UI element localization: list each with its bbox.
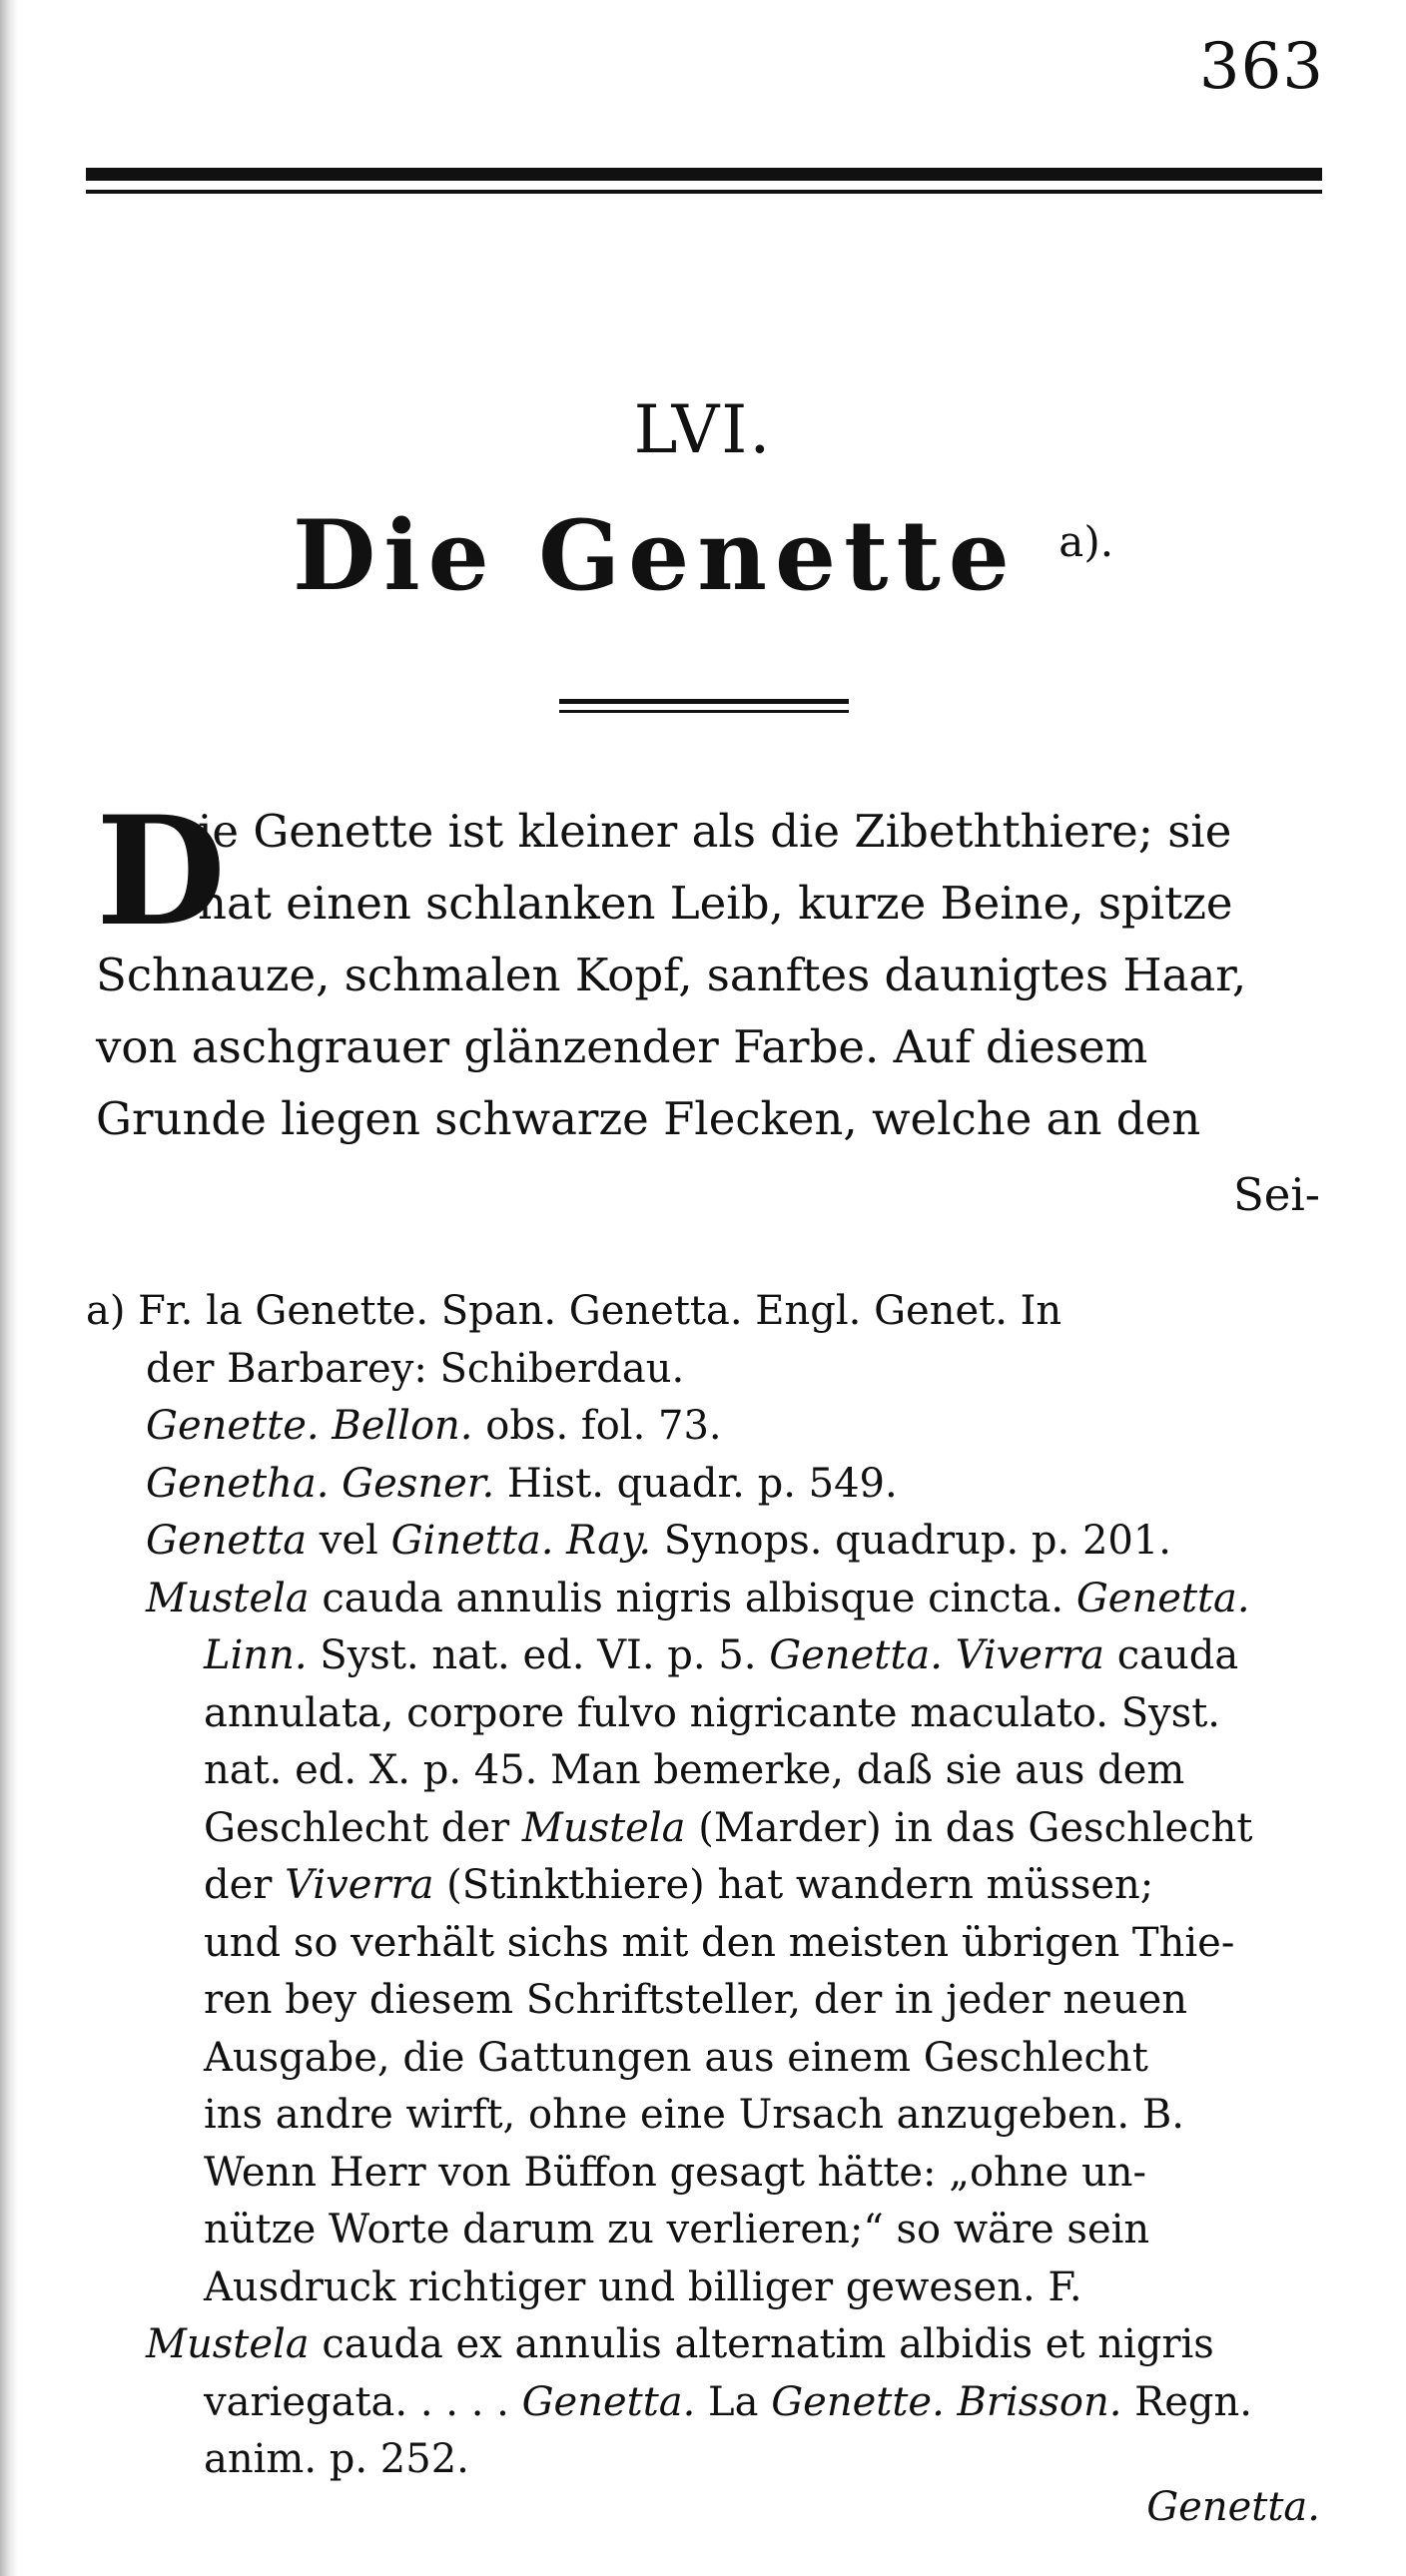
chapter-number: LVI. <box>633 391 773 468</box>
footnote-line <box>204 1747 1184 1793</box>
footnote-text: nütze Worte darum zu verlieren;“ so wäre sein <box>204 2207 1150 2253</box>
body-line-1: ie Genette ist kleiner als die Zibeththiere; sie <box>198 805 1232 858</box>
footnote-italic-text: Genetta. <box>1075 1575 1250 1621</box>
footnote-text: Ausgabe, die Gattungen aus einem Geschlecht <box>204 2034 1148 2081</box>
footnote-italic-text: Genetha. Gesner. <box>146 1460 495 1507</box>
footnote-text: annulata, corpore fulvo nigricante maculato. Syst. <box>204 1689 1221 1736</box>
body-line-3: Schnauze, schmalen Kopf, sanftes daunigtes Haar, <box>96 949 1247 1001</box>
footnote-italic-text: Mustela <box>146 2321 310 2367</box>
footnote-line <box>86 1288 1061 1334</box>
footnote-line <box>146 1518 1171 1564</box>
footnote-text: obs. fol. 73. <box>472 1403 722 1449</box>
footnote-line <box>204 1805 1252 1851</box>
footnote-line <box>146 1576 1250 1621</box>
body-line-4: von aschgrauer glänzender Farbe. Auf diesem <box>96 1020 1148 1073</box>
page-number: 363 <box>1198 30 1324 104</box>
footnote-line <box>204 1862 1153 1908</box>
footnote-text: anim. p. 252. <box>204 2436 469 2482</box>
header-rule-thick <box>86 168 1322 181</box>
footnote-italic-text: Genetta <box>146 1518 308 1564</box>
footnote-text: nat. ed. X. p. 45. Man bemerke, daß sie aus dem <box>204 1747 1185 1793</box>
footnote-text: Synops. quadrup. p. 201. <box>651 1518 1172 1564</box>
header-rule-thin <box>86 190 1322 194</box>
footnote-text: cauda <box>1104 1632 1239 1678</box>
footnote-italic-text: Linn. <box>204 1632 308 1678</box>
footnote-italic-text: Viverra <box>285 1862 434 1908</box>
footnote-text: ren bey diesem Schriftsteller, der in jeder neuen <box>204 1977 1188 2023</box>
footnote-text: Syst. nat. ed. VI. p. 5. <box>307 1632 770 1678</box>
footnote-italic-text: Mustela <box>521 1804 686 1851</box>
footnote-text: der Barbarey: Schiberdau. <box>146 1345 685 1392</box>
footnote-line <box>204 2264 1082 2310</box>
body-line-5: Grunde liegen schwarze Flecken, welche an den <box>96 1092 1201 1145</box>
footnote-text: vel <box>307 1518 391 1564</box>
footnote-text: (Stinkthiere) hat wandern müssen; <box>433 1862 1154 1908</box>
footnote-line <box>204 2379 1252 2425</box>
footnote-text: ins andre wirft, ohne eine Ursach anzugeben. B. <box>204 2092 1184 2138</box>
footnote-text: Hist. quadr. p. 549. <box>494 1460 898 1507</box>
footnote-text: und so verhält sichs mit den meisten übrigen Thie- <box>204 1919 1235 1966</box>
footnote-line <box>204 2150 1146 2196</box>
footnote-text: variegata. . . . . <box>204 2378 522 2425</box>
footnote-italic-text: Genetta. <box>521 2378 696 2425</box>
chapter-title <box>0 499 1406 612</box>
footnote-text: cauda ex annulis alternatim albidis et nigris <box>309 2321 1214 2367</box>
catchword: Sei- <box>1232 1168 1320 1221</box>
footnote-text: (Marder) in das Geschlecht <box>685 1804 1253 1851</box>
footnote-line <box>204 1977 1187 2023</box>
footnote-italic-text: Ginetta. Ray. <box>390 1518 652 1564</box>
footnote-line <box>146 1461 898 1507</box>
footnote-line <box>204 1920 1234 1966</box>
footnote-text: La <box>695 2378 772 2425</box>
footnote-line <box>204 2436 469 2482</box>
footnote-line <box>146 1346 684 1392</box>
footnote-italic-text: Genette. Brisson. <box>771 2378 1122 2425</box>
drop-cap: D <box>96 784 227 960</box>
footnote-text: Geschlecht der <box>204 1804 522 1851</box>
footnote-line <box>204 1632 1238 1678</box>
footnote-text: cauda annulis nigris albisque cincta. <box>309 1575 1076 1621</box>
footnote-line <box>204 2035 1148 2081</box>
footnote-line <box>204 1690 1220 1736</box>
footnote-text: Ausdruck richtiger und billiger gewesen. F. <box>204 2263 1082 2310</box>
footnote-catchword: Genetta. <box>1146 2484 1320 2530</box>
footnote-italic-text: Mustela <box>146 1575 310 1621</box>
footnote-line <box>146 2321 1214 2367</box>
footnote-reference: a). <box>1058 517 1114 566</box>
footnote-text: Regn. <box>1121 2378 1253 2425</box>
footnote-line <box>146 1403 722 1449</box>
title-rule <box>559 699 849 713</box>
footnote-text: Wenn Herr von Büffon gesagt hätte: „ohne un- <box>204 2149 1146 2196</box>
footnote-line <box>204 2207 1149 2253</box>
footnote-text: der <box>204 1862 286 1908</box>
chapter-title-text: Die Genette <box>292 499 1018 612</box>
footnote-line <box>204 2092 1184 2138</box>
footnote-italic-text: Genette. Bellon. <box>146 1403 473 1449</box>
body-line-2: hat einen schlanken Leib, kurze Beine, spitze <box>198 877 1233 930</box>
header-double-rule <box>86 168 1322 202</box>
page-gutter-shadow <box>0 0 18 2576</box>
footnote-text: a) Fr. la Genette. Span. Genetta. Engl. Genet. In <box>86 1288 1062 1334</box>
footnote-italic-text: Genetta. Viverra <box>769 1632 1105 1678</box>
